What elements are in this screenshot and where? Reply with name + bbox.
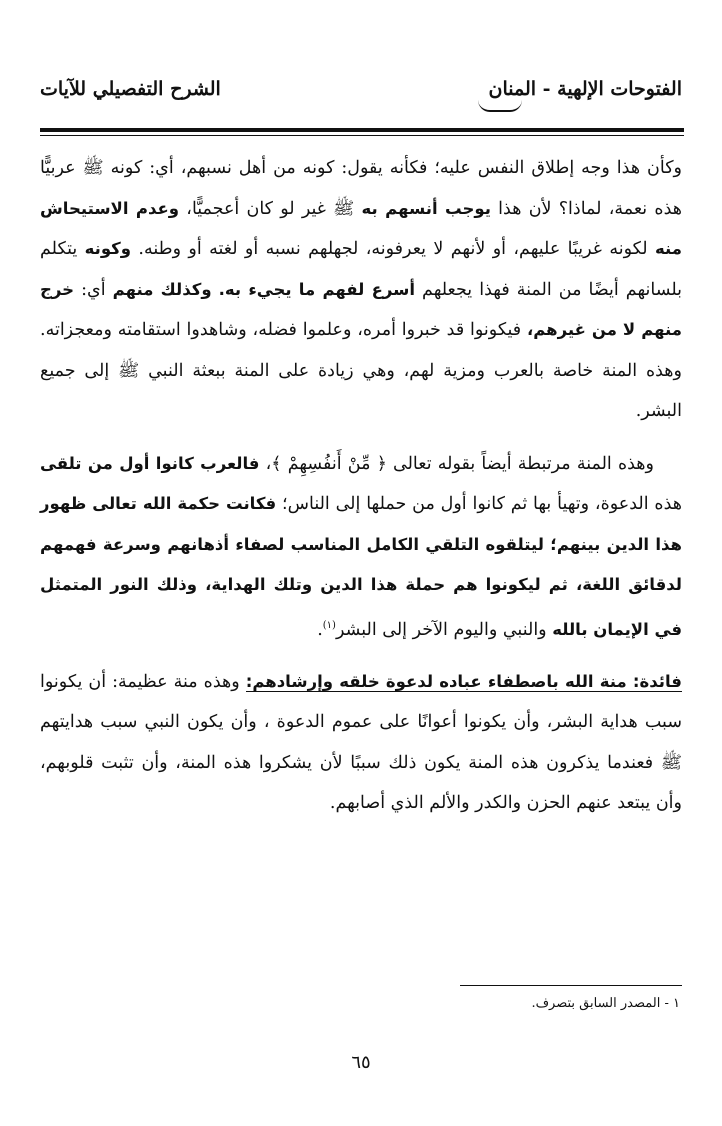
p1-bold-3: وكونه [84, 239, 132, 258]
p1-text-6: أي: [74, 279, 113, 300]
page-body [40, 148, 682, 824]
header-book-title: الفتوحات الإلهية - المنان [488, 78, 682, 100]
p1-text-5 [212, 280, 219, 300]
footnote-text: ١ - المصدر السابق بتصرف. [531, 996, 680, 1011]
p1-text-4: يتكلم بلسانهم أيضًا من المنة فهذا يجعلهم [40, 239, 682, 300]
p1-text-2: ﷺ غير لو كان أعجميًّا، [179, 198, 362, 219]
p1-bold-5: وكذلك منهم [112, 279, 212, 299]
page-number: ٦٥ [351, 1052, 371, 1073]
paragraph-3 [40, 662, 682, 824]
p1-text-3: لكونه غريبًا عليهم، أو لأنهم لا يعرفونه، لجهلهم نسبه أو لغته أو وطنه. [131, 239, 656, 259]
p2-text-4: . [317, 619, 323, 640]
footnote-rule [460, 985, 682, 986]
p2-text-3: والنبي واليوم الآخر إلى البشر [335, 619, 553, 640]
p1-text-1: وكأن هذا وجه إطلاق النفس عليه؛ فكأنه يقول: كونه من أهل نسبهم، أي: كونه ﷺ عربيًّا هذه نعمة، لماذا؟ لأن هذا [40, 158, 682, 219]
header-section-title: الشرح التفصيلي للآيات [40, 78, 221, 100]
p2-bold-1: فالعرب كانوا أول من تلقى [40, 453, 260, 473]
p1-text-7: فيكونوا قد خبروا أمره، وعلموا فضله، وشاهدوا استقامته ومعجزاته. وهذه المنة خاصة بالعرب ومزية لهم، وهي زيادة على المنة ببعثة النبي ﷺ إلى جميع البشر. [40, 320, 682, 421]
p1-bold-2: وعدم الاستيحاش منه [40, 198, 682, 258]
header-swash-ornament [478, 100, 522, 112]
benefit-heading: فائدة: منة الله باصطفاء عباده لدعوة خلقه وإرشادهم: [245, 671, 682, 691]
footnote-reference[interactable]: (١) [322, 619, 336, 631]
p2-bold-2: فكانت حكمة الله تعالى ظهور هذا الدين بينهم؛ ليتلقوه التلقي الكامل المناسب لصفاء أذهانهم وسرعة فهمهم لدقائق اللغة، ثم ليكونوا هم حملة هذا الدين وتلك الهداية، وذلك النور المتمثل في الإيمان بالله [40, 494, 682, 639]
p2-text-2: هذه الدعوة، وتهيأ بها ثم كانوا أول من حملها إلى الناس؛ [276, 494, 682, 514]
p1-bold-6: خرج منهم لا من غيرهم، [40, 279, 682, 339]
paragraph-1 [40, 148, 682, 432]
p1-bold-1: يوجب أنسهم به [361, 198, 491, 218]
p1-bold-4: أسرع لفهم ما يجيء به. [218, 279, 415, 299]
p2-text-1: وهذه المنة مرتبطة أيضاً بقوله تعالى ﴿ مِّنْ أَنفُسِهِمْ ﴾، [259, 453, 654, 474]
paragraph-2 [40, 444, 682, 650]
page-header [40, 78, 682, 118]
p3-text-1: وهذه منة عظيمة: أن يكونوا سبب هداية البشر، وأن يكونوا أعوانًا على عموم الدعوة ، وأن يكون النبي سبب هدايتهم ﷺ فعندما يذكرون هذه المنة يكون ذلك سببًا لأن يشكروا هذه المنة، وأن تثبت قلوبهم، وأن يبتعد عنهم الحزن والكدر والألم الذي أصابهم. [40, 671, 682, 814]
header-rule-thick [40, 128, 684, 132]
header-rule-thin [40, 135, 684, 136]
